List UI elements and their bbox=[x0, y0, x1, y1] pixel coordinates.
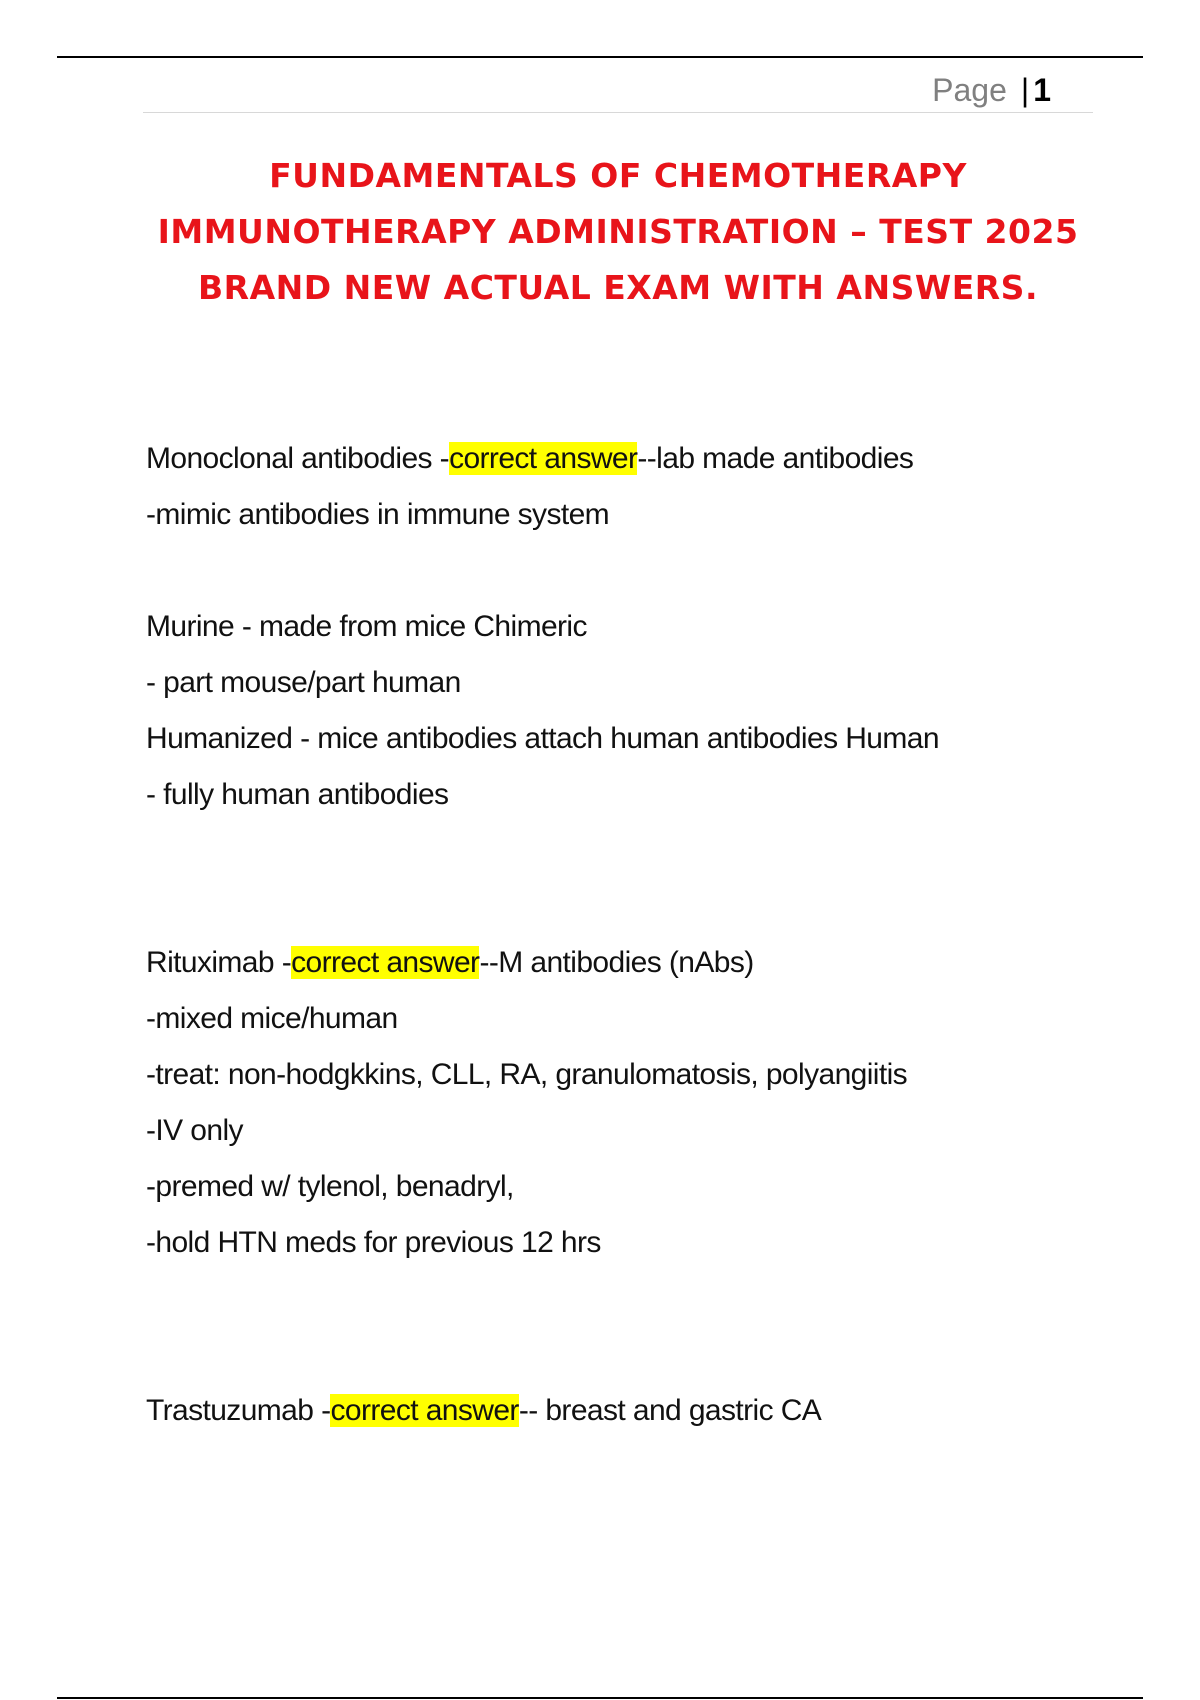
page-label: Page bbox=[932, 72, 1007, 108]
entry-detail-line: -IV only bbox=[146, 1114, 243, 1147]
entry-detail-line: - part mouse/part human bbox=[146, 666, 461, 699]
entry-detail-line: -hold HTN meds for previous 12 hrs bbox=[146, 1226, 601, 1259]
top-rule bbox=[57, 56, 1143, 58]
entry-heading-line bbox=[146, 1383, 1066, 1439]
page-separator: | bbox=[1020, 72, 1030, 108]
entry-definition: --lab made antibodies bbox=[637, 442, 914, 475]
entry-definition: -- breast and gastric CA bbox=[518, 1394, 822, 1427]
entry-heading-line bbox=[146, 431, 1066, 487]
entry-term: Monoclonal antibodies - bbox=[146, 442, 450, 475]
bottom-rule bbox=[57, 1697, 1143, 1699]
page-number: 1 bbox=[1033, 72, 1051, 108]
entry-trastuzumab bbox=[146, 1383, 1066, 1439]
entry-term: Rituximab - bbox=[146, 946, 292, 979]
page-header bbox=[143, 68, 1093, 113]
entry-detail-line: -treat: non-hodgkkins, CLL, RA, granulomatosis, polyangiitis bbox=[146, 1058, 908, 1091]
entry-detail-line: - fully human antibodies bbox=[146, 778, 449, 811]
entry-detail-line: -mixed mice/human bbox=[146, 1002, 398, 1035]
spacer bbox=[146, 823, 1066, 935]
spacer bbox=[146, 543, 1066, 599]
spacer bbox=[146, 1271, 1066, 1383]
entry-detail-line: -mimic antibodies in immune system bbox=[146, 498, 610, 531]
document-body bbox=[146, 431, 1066, 1439]
correct-answer-highlight: correct answer bbox=[291, 946, 480, 979]
entry-antibody-types bbox=[146, 599, 1066, 823]
entry-definition: --M antibodies (nAbs) bbox=[479, 946, 754, 979]
entry-rituximab bbox=[146, 935, 1066, 1271]
entry-detail-line: Murine - made from mice Chimeric bbox=[146, 610, 587, 643]
entry-detail-line: -premed w/ tylenol, benadryl, bbox=[146, 1170, 514, 1203]
entry-monoclonal-antibodies bbox=[146, 431, 1066, 543]
correct-answer-highlight: correct answer bbox=[449, 442, 638, 475]
document-title: FUNDAMENTALS OF CHEMOTHERAPY IMMUNOTHERAPY ADMINISTRATION – TEST 2025 BRAND NEW ACTUAL EXAM WITH ANSWERS. bbox=[157, 156, 1079, 307]
entry-detail-line: Humanized - mice antibodies attach human antibodies Human bbox=[146, 722, 939, 755]
entry-heading-line bbox=[146, 935, 1066, 991]
entry-term: Trastuzumab - bbox=[146, 1394, 331, 1427]
correct-answer-highlight: correct answer bbox=[330, 1394, 519, 1427]
